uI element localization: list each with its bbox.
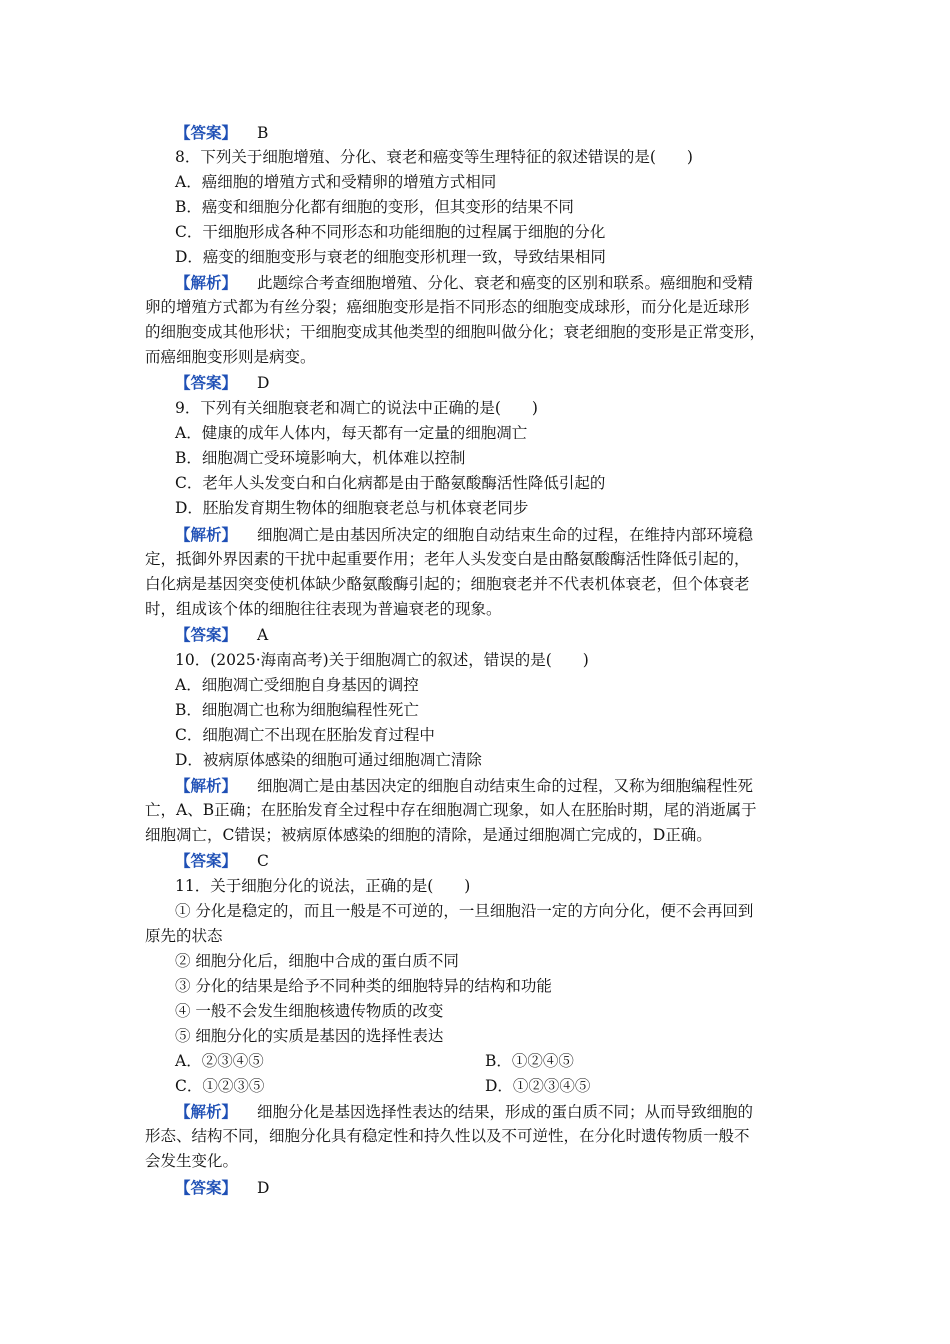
q11-statement-1: ① 分化是稳定的，而且一般是不可逆的，一旦细胞沿一定的方向分化，便不会再回到 <box>175 902 754 920</box>
q11-statement-2: ② 细胞分化后，细胞中合成的蛋白质不同 <box>175 952 459 970</box>
q11-statement-3: ③ 分化的结果是给予不同种类的细胞特异的结构和功能 <box>175 977 552 995</box>
q8-option-a: A．癌细胞的增殖方式和受精卵的增殖方式相同 <box>175 173 497 191</box>
q7-answer-line <box>175 120 855 145</box>
q9-analysis-line-4: 时，组成该个体的细胞往往表现为普遍衰老的现象。 <box>145 600 502 618</box>
q10-option-a: A．细胞凋亡受细胞自身基因的调控 <box>175 676 419 694</box>
q9-analysis-line-2: 定，抵御外界因素的干扰中起重要作用；老年人头发变白是由酪氨酸酶活性降低引起的， <box>145 550 750 568</box>
q9-answer: A <box>257 626 269 644</box>
q11-option-d: D．①②③④⑤ <box>485 1077 591 1095</box>
q11-answer-line <box>175 1175 855 1200</box>
q11-option-b: B．①②④⑤ <box>485 1052 574 1070</box>
q8-option-d: D．癌变的细胞变形与衰老的细胞变形机理一致，导致结果相同 <box>175 248 606 266</box>
q9-option-c: C．老年人头发变白和白化病都是由于酪氨酸酶活性降低引起的 <box>175 474 606 492</box>
q10-analysis-line-2: 亡，A、B正确；在胚胎发育全过程中存在细胞凋亡现象，如人在胚胎时期，尾的消逝属于 <box>145 801 757 819</box>
q11-statement-1-cont: 原先的状态 <box>145 927 223 945</box>
analysis-tag: 【解析】 <box>175 273 238 292</box>
q9-option-d: D．胚胎发育期生物体的细胞衰老总与机体衰老同步 <box>175 499 529 517</box>
q10-analysis-text-1: 细胞凋亡是由基因决定的细胞自动结束生命的过程，又称为细胞编程性死 <box>257 777 754 795</box>
q11-options-row-2 <box>175 1074 855 1099</box>
q11-analysis-line-1 <box>175 1099 855 1124</box>
q10-stem: 10．(2025·海南高考)关于细胞凋亡的叙述，错误的是( ) <box>175 651 589 669</box>
q8-analysis-text-1: 此题综合考查细胞增殖、分化、衰老和癌变的区别和联系。癌细胞和受精 <box>257 274 754 292</box>
q11-stem: 11．关于细胞分化的说法，正确的是( ) <box>175 877 471 895</box>
q7-answer: B <box>257 124 269 142</box>
answer-tag: 【答案】 <box>175 123 238 142</box>
q9-option-a: A．健康的成年人体内，每天都有一定量的细胞凋亡 <box>175 424 528 442</box>
q11-analysis-line-3: 会发生变化。 <box>145 1152 239 1170</box>
q8-analysis-line-2: 卵的增殖方式都为有丝分裂；癌细胞变形是指不同形态的细胞变成球形，而分化是近球形 <box>145 298 750 316</box>
answer-tag: 【答案】 <box>175 1178 238 1197</box>
q11-analysis-text-1: 细胞分化是基因选择性表达的结果，形成的蛋白质不同；从而导致细胞的 <box>257 1103 754 1121</box>
q10-answer: C <box>257 852 269 870</box>
q8-analysis-line-4: 而癌细胞变形则是病变。 <box>145 348 316 366</box>
q10-analysis-line-3: 细胞凋亡，C错误；被病原体感染的细胞的清除，是通过细胞凋亡完成的，D正确。 <box>145 826 712 844</box>
q9-analysis-line-3: 白化病是基因突变使机体缺少酪氨酸酶引起的；细胞衰老并不代表机体衰老，但个体衰老 <box>145 575 750 593</box>
q9-analysis-line-1 <box>175 522 855 547</box>
q11-statement-5: ⑤ 细胞分化的实质是基因的选择性表达 <box>175 1027 444 1045</box>
answer-tag: 【答案】 <box>175 851 238 870</box>
q10-option-d: D．被病原体感染的细胞可通过细胞凋亡清除 <box>175 751 482 769</box>
q10-option-c: C．细胞凋亡不出现在胚胎发育过程中 <box>175 726 435 744</box>
q8-analysis-line-3: 的细胞变成其他形状；干细胞变成其他类型的细胞叫做分化；衰老细胞的变形是正常变形， <box>145 323 766 341</box>
q9-answer-line <box>175 622 855 647</box>
q8-answer-line <box>175 370 855 395</box>
q11-options-row-1 <box>175 1049 855 1074</box>
analysis-tag: 【解析】 <box>175 776 238 795</box>
q11-analysis-line-2: 形态、结构不同，细胞分化具有稳定性和持久性以及不可逆性，在分化时遗传物质一般不 <box>145 1127 750 1145</box>
q11-option-c: C．①②③⑤ <box>175 1077 265 1095</box>
q9-option-b: B．细胞凋亡受环境影响大，机体难以控制 <box>175 449 466 467</box>
q9-stem: 9．下列有关细胞衰老和凋亡的说法中正确的是( ) <box>175 399 538 417</box>
answer-tag: 【答案】 <box>175 625 238 644</box>
q10-answer-line <box>175 848 855 873</box>
analysis-tag: 【解析】 <box>175 525 238 544</box>
q10-option-b: B．细胞凋亡也称为细胞编程性死亡 <box>175 701 419 719</box>
q8-option-c: C．干细胞形成各种不同形态和功能细胞的过程属于细胞的分化 <box>175 223 606 241</box>
analysis-tag: 【解析】 <box>175 1102 238 1121</box>
answer-tag: 【答案】 <box>175 373 238 392</box>
q8-option-b: B．癌变和细胞分化都有细胞的变形，但其变形的结果不同 <box>175 198 574 216</box>
q10-analysis-line-1 <box>175 773 855 798</box>
q9-analysis-text-1: 细胞凋亡是由基因所决定的细胞自动结束生命的过程，在维持内部环境稳 <box>257 526 754 544</box>
q11-answer: D <box>257 1179 270 1197</box>
q8-analysis-line-1 <box>175 270 855 295</box>
q8-stem: 8．下列关于细胞增殖、分化、衰老和癌变等生理特征的叙述错误的是( ) <box>175 148 693 166</box>
q11-statement-4: ④ 一般不会发生细胞核遗传物质的改变 <box>175 1002 444 1020</box>
q11-option-a: A．②③④⑤ <box>175 1052 264 1070</box>
q8-answer: D <box>257 374 270 392</box>
